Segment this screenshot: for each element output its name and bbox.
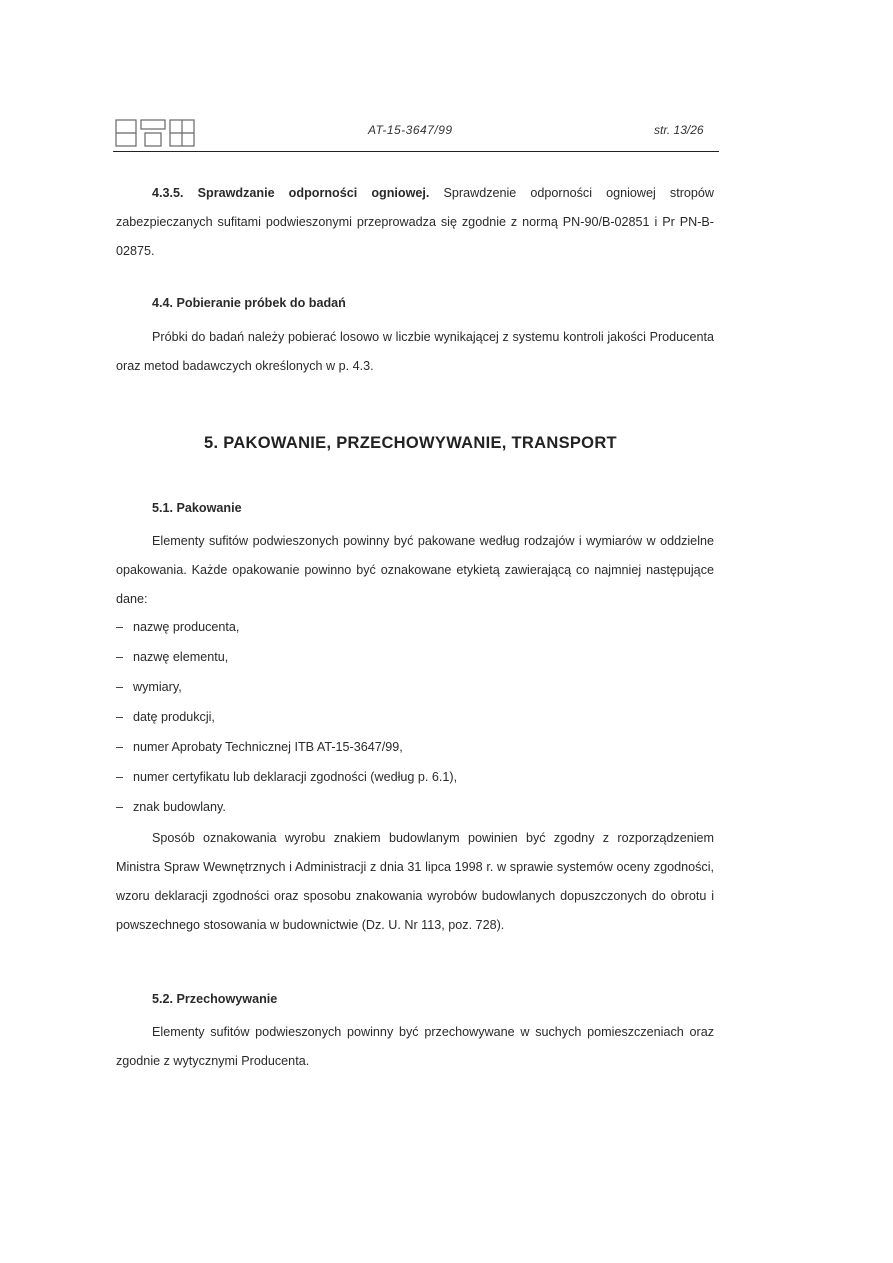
list-item: – numer certyfikatu lub deklaracji zgodności (według p. 6.1),	[116, 770, 458, 784]
document-id: AT-15-3647/99	[368, 123, 453, 137]
section-4-3-5-body: Sprawdzenie odporności ogniowej stropów zabezpieczanych sufitami podwieszonymi przeprowadza się zgodnie z normą PN-90/B-02851 i Pr PN-B-02875.	[116, 186, 714, 258]
section-4-3-5-title: Sprawdzanie odporności ogniowej.	[197, 186, 430, 200]
section-4-3-5	[116, 179, 714, 266]
section-4-4-body: Próbki do badań należy pobierać losowo w liczbie wynikającej z systemu kontroli jakości Producenta oraz metod badawczych określonych w p. 4.3.	[116, 330, 714, 373]
itb-logo-icon	[115, 118, 195, 148]
section-5-1-closing: Sposób oznakowania wyrobu znakiem budowlanym powinien być zgodny z rozporządzeniem Ministra Spraw Wewnętrznych i Administracji z dnia 31 lipca 1998 r. w sprawie systemów oceny zgodności, wzoru deklaracji zgodności oraz sposobu znakowania wyrobów budowlanych dopuszczonych do obrotu i powszechnego stosowania w budownictwie (Dz. U. Nr 113, poz. 728).	[116, 831, 714, 932]
section-5-2-body: Elementy sufitów podwieszonych powinny być przechowywane w suchych pomieszczeniach oraz zgodnie z wytycznymi Producenta.	[116, 1025, 714, 1068]
section-4-3-5-number: 4.3.5.	[152, 186, 184, 200]
section-4-4-heading: 4.4. Pobieranie próbek do badań	[152, 296, 346, 310]
section-5-1-intro: Elementy sufitów podwieszonych powinny być pakowane według rodzajów i wymiarów w oddzielne opakowania. Każde opakowanie powinno być oznakowane etykietą zawierającą co najmniej następujące dane:	[116, 534, 714, 606]
list-item: – wymiary,	[116, 680, 182, 694]
list-item: – numer Aprobaty Technicznej ITB AT-15-3647/99,	[116, 740, 403, 754]
header-divider	[113, 151, 719, 152]
section-5-2-heading: 5.2. Przechowywanie	[152, 992, 278, 1006]
label-data-list	[116, 612, 714, 822]
chapter-5-heading: 5. PAKOWANIE, PRZECHOWYWANIE, TRANSPORT	[204, 434, 617, 452]
list-item: – nazwę elementu,	[116, 650, 229, 664]
section-5-1-heading: 5.1. Pakowanie	[152, 501, 242, 515]
page-number: str. 13/26	[654, 123, 704, 137]
list-item: – znak budowlany.	[116, 800, 226, 814]
list-item: – nazwę producenta,	[116, 620, 240, 634]
list-item: – datę produkcji,	[116, 710, 215, 724]
